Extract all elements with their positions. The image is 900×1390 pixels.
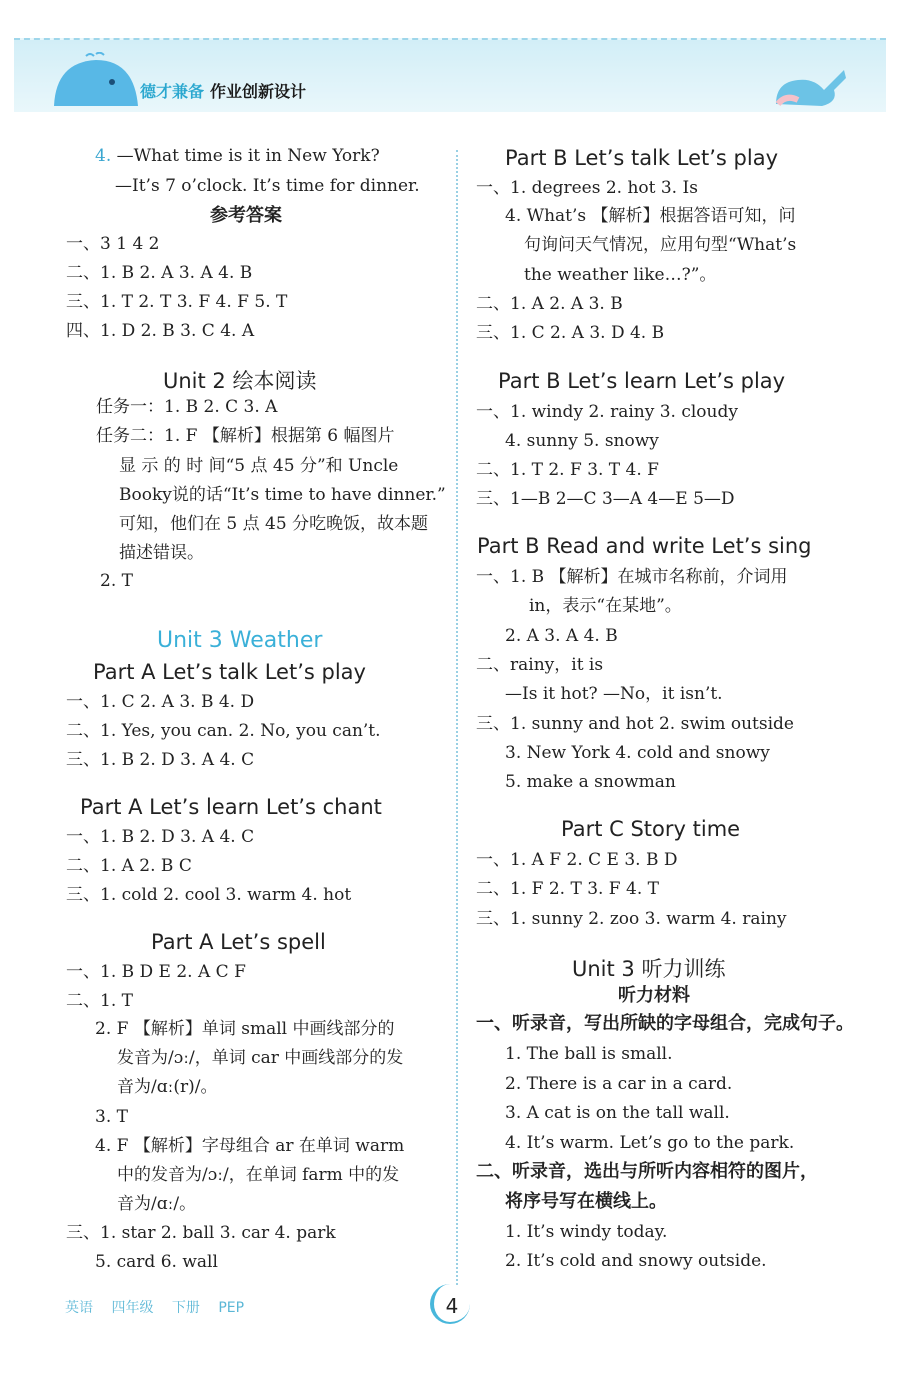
footer-edition: PEP — [218, 1300, 245, 1316]
footer-term: 下册 — [171, 1300, 200, 1316]
answer-line: 三、1—B 2—C 3—A 4—E 5—D — [476, 489, 735, 509]
answer-line: —Is it hot? —No，it isn’t. — [505, 684, 723, 704]
answer-line: 一、1. windy 2. rainy 3. cloudy — [476, 402, 738, 422]
answer-line: 二、1. B 2. A 3. A 4. B — [66, 263, 253, 283]
footer-grade: 四年级 — [111, 1300, 154, 1316]
answer-line: 2. F 【解析】单词 small 中画线部分的 — [95, 1019, 395, 1039]
answer-line: 发音为/ɔː/，单词 car 中画线部分的发 — [117, 1048, 404, 1068]
answer-line: 一、1. B D E 2. A C F — [66, 962, 246, 982]
section-heading: Part A Let’s learn Let’s chant — [80, 795, 382, 819]
section-heading: Unit 2 绘本阅读 — [163, 369, 317, 393]
answer-line: 4. sunny 5. snowy — [505, 431, 659, 451]
unit-heading: Unit 3 Weather — [157, 628, 323, 653]
answer-line: 三、1. star 2. ball 3. car 4. park — [66, 1223, 336, 1243]
section-heading: Part B Let’s learn Let’s play — [498, 369, 786, 393]
answer-line: 5. card 6. wall — [95, 1252, 218, 1272]
answer-line: 4. F 【解析】字母组合 ar 在单词 warm — [95, 1136, 405, 1156]
bold-heading: 二、听录音，选出与所听内容相符的图片， — [476, 1161, 818, 1182]
section-heading: Part B Let’s talk Let’s play — [505, 146, 778, 170]
answer-line: 描述错误。 — [119, 543, 204, 563]
answer-line: 二、1. A 2. B C — [66, 856, 192, 876]
answer-line: 2. There is a car in a card. — [505, 1074, 733, 1094]
page-number: 4 — [445, 1294, 459, 1318]
answer-line: 任务二：1. F 【解析】根据第 6 幅图片 — [96, 426, 395, 446]
section-heading: Part C Story time — [561, 817, 741, 841]
section-heading: Part B Read and write Let’s sing — [477, 534, 812, 558]
bold-heading: 一、听录音，写出所缺的字母组合，完成句子。 — [476, 1013, 854, 1034]
answer-line: 四、1. D 2. B 3. C 4. A — [66, 321, 255, 341]
bold-heading: 听力材料 — [618, 985, 690, 1006]
whale-icon — [50, 52, 140, 108]
answer-line: 1. The ball is small. — [505, 1044, 673, 1064]
answer-line: 三、1. T 2. T 3. F 4. F 5. T — [66, 292, 288, 312]
answer-line: 三、1. sunny 2. zoo 3. warm 4. rainy — [476, 909, 787, 929]
brand-title — [140, 79, 306, 102]
answer-line: 二、1. A 2. A 3. B — [476, 294, 623, 314]
answer-line: in，表示“在某地”。 — [529, 596, 682, 616]
answer-line: 1. It’s windy today. — [505, 1222, 668, 1242]
answer-line: 三、1. cold 2. cool 3. warm 4. hot — [66, 885, 352, 905]
bold-heading: 将序号写在横线上。 — [505, 1191, 667, 1212]
answer-line: Booky说的话“It’s time to have dinner.” — [119, 485, 446, 505]
answer-line: 4. It’s warm. Let’s go to the park. — [505, 1133, 795, 1153]
answer-line: 3. New York 4. cold and snowy — [505, 743, 770, 763]
answer-line: 二、1. T — [66, 991, 133, 1011]
answer-line: 三、1. sunny and hot 2. swim outside — [476, 714, 794, 734]
bold-heading: 参考答案 — [210, 205, 282, 226]
answer-line: 三、1. C 2. A 3. D 4. B — [476, 323, 665, 343]
answer-line: 三、1. B 2. D 3. A 4. C — [66, 750, 255, 770]
answer-line: 2. T — [100, 571, 133, 591]
answer-line: —It’s 7 o’clock. It’s time for dinner. — [115, 176, 420, 196]
brand-name: 德才兼备 — [140, 82, 205, 101]
answer-line: 一、1. C 2. A 3. B 4. D — [66, 692, 255, 712]
answer-line: 二、1. F 2. T 3. F 4. T — [476, 879, 659, 899]
footer-info — [65, 1297, 258, 1317]
column-divider — [456, 150, 458, 1285]
footer-subject: 英语 — [65, 1300, 93, 1316]
answer-line — [95, 145, 380, 167]
answer-line: 一、1. degrees 2. hot 3. Is — [476, 178, 698, 198]
answer-line: 句询问天气情况，应用句型“What’s — [524, 235, 797, 255]
answer-line: 3. A cat is on the tall wall. — [505, 1103, 730, 1123]
answer-line: 一、1. B 2. D 3. A 4. C — [66, 827, 255, 847]
answer-line: 一、3 1 4 2 — [66, 234, 160, 254]
section-heading: Unit 3 听力训练 — [572, 957, 726, 981]
answer-line: 二、1. Yes, you can. 2. No, you can’t. — [66, 721, 381, 741]
answer-line: 5. make a snowman — [505, 772, 676, 792]
answer-line: 2. A 3. A 4. B — [505, 626, 618, 646]
answer-line: 音为/ɑː/。 — [117, 1194, 197, 1214]
answer-line: 二、rainy，it is — [476, 655, 604, 675]
answer-line: 4. What’s 【解析】根据答语可知，问 — [505, 206, 796, 226]
answer-line: 音为/ɑː(r)/。 — [117, 1077, 218, 1097]
answer-line: 显 示 的 时 间“5 点 45 分”和 Uncle — [119, 456, 399, 476]
answer-line: 中的发音为/ɔː/，在单词 farm 中的发 — [117, 1165, 400, 1185]
answer-line: 任务一：1. B 2. C 3. A — [96, 397, 278, 417]
series-title: 作业创新设计 — [210, 82, 307, 101]
answer-line: the weather like…?”。 — [524, 265, 717, 285]
answer-line: 可知，他们在 5 点 45 分吃晚饭，故本题 — [119, 514, 429, 534]
answer-line: 一、1. B 【解析】在城市名称前，介词用 — [476, 567, 788, 587]
answer-line: 一、1. A F 2. C E 3. B D — [476, 850, 678, 870]
answer-line: 2. It’s cold and snowy outside. — [505, 1251, 767, 1271]
small-whale-icon — [772, 64, 852, 108]
answer-line: 二、1. T 2. F 3. T 4. F — [476, 460, 659, 480]
section-heading: Part A Let’s talk Let’s play — [93, 660, 366, 684]
answer-line: 3. T — [95, 1107, 128, 1127]
section-heading: Part A Let’s spell — [151, 930, 326, 954]
answer-text: —What time is it in New York? — [116, 146, 380, 166]
item-number: 4. — [95, 146, 117, 166]
